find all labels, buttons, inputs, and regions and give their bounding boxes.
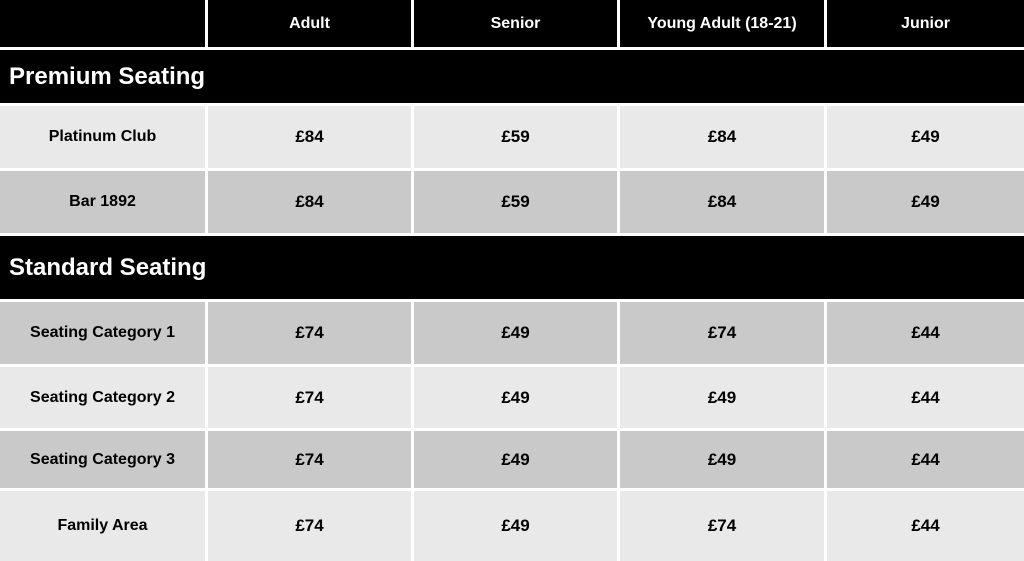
price-cell-young-adult: £74	[620, 302, 824, 364]
price-cell-junior: £44	[827, 491, 1024, 561]
price-cell-adult: £84	[208, 171, 411, 233]
row-label: Family Area	[0, 491, 205, 561]
table-row-bar-1892	[0, 171, 1024, 233]
table-row-platinum-club	[0, 106, 1024, 168]
price-cell-young-adult: £84	[620, 171, 824, 233]
price-cell-senior: £49	[414, 491, 617, 561]
row-label: Seating Category 1	[0, 302, 205, 364]
price-cell-junior: £44	[827, 367, 1024, 428]
column-header-young-adult: Young Adult (18-21)	[620, 0, 824, 47]
price-cell-senior: £49	[414, 302, 617, 364]
column-header-adult: Adult	[208, 0, 411, 47]
price-cell-senior: £49	[414, 431, 617, 488]
price-cell-young-adult: £49	[620, 431, 824, 488]
price-cell-young-adult: £49	[620, 367, 824, 428]
row-label: Platinum Club	[0, 106, 205, 168]
row-label: Seating Category 3	[0, 431, 205, 488]
table-header-row	[0, 0, 1024, 47]
price-cell-adult: £74	[208, 367, 411, 428]
price-cell-senior: £49	[414, 367, 617, 428]
price-cell-young-adult: £84	[620, 106, 824, 168]
column-header-blank	[0, 0, 205, 47]
price-cell-adult: £74	[208, 491, 411, 561]
table-row-seating-category-1	[0, 302, 1024, 364]
column-header-senior: Senior	[414, 0, 617, 47]
price-cell-senior: £59	[414, 171, 617, 233]
table-row-family-area	[0, 491, 1024, 561]
price-cell-junior: £49	[827, 106, 1024, 168]
price-cell-adult: £84	[208, 106, 411, 168]
column-header-junior: Junior	[827, 0, 1024, 47]
table-row-seating-category-3	[0, 431, 1024, 488]
row-label: Bar 1892	[0, 171, 205, 233]
price-cell-junior: £44	[827, 302, 1024, 364]
price-cell-adult: £74	[208, 302, 411, 364]
price-cell-junior: £44	[827, 431, 1024, 488]
table-row-seating-category-2	[0, 367, 1024, 428]
price-cell-adult: £74	[208, 431, 411, 488]
price-cell-junior: £49	[827, 171, 1024, 233]
row-label: Seating Category 2	[0, 367, 205, 428]
price-cell-young-adult: £74	[620, 491, 824, 561]
section-header-standard-seating: Standard Seating	[0, 236, 1024, 299]
section-header-premium-seating: Premium Seating	[0, 50, 1024, 103]
price-cell-senior: £59	[414, 106, 617, 168]
